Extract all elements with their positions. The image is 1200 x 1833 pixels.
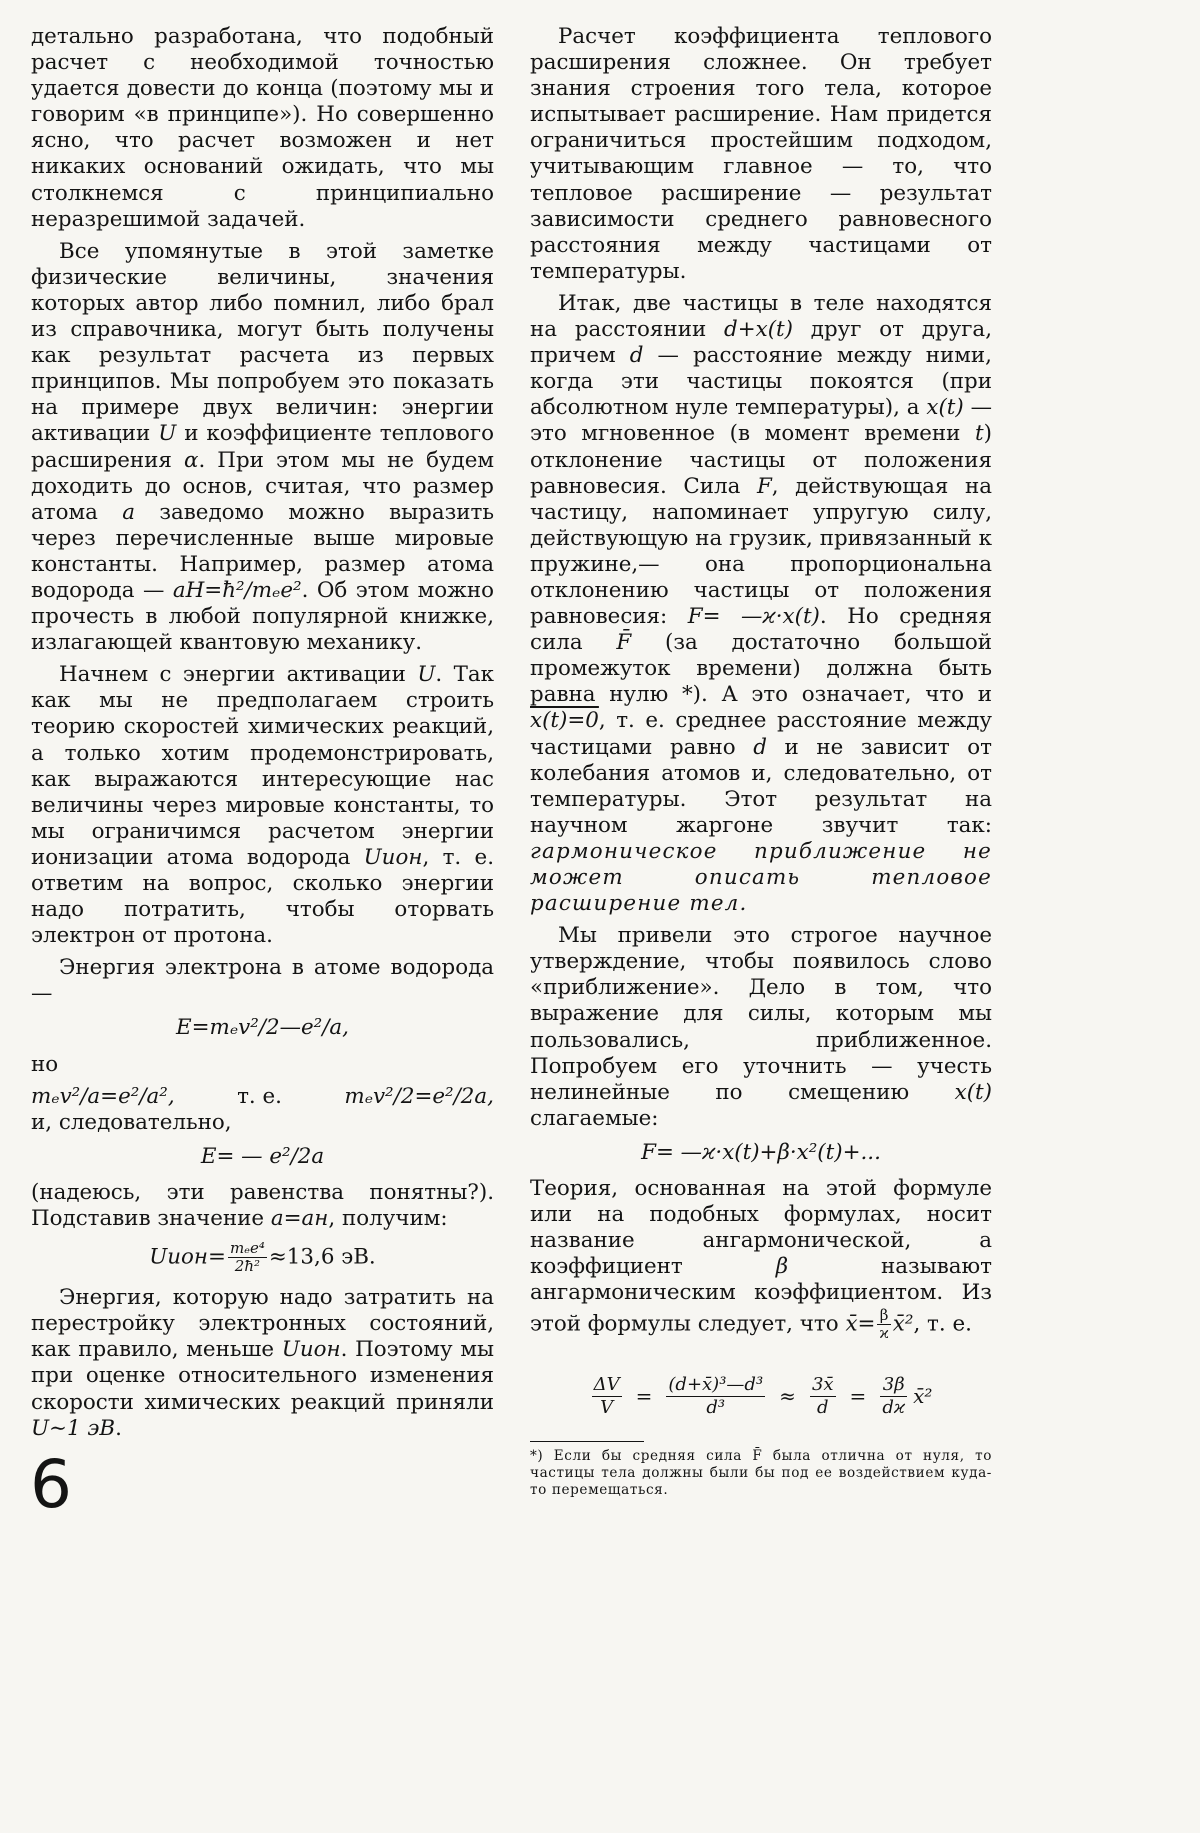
inline-formula: U∼1 эВ — [31, 1415, 116, 1441]
paragraph: Расчет коэффициента теплового расширения сложнее. Он требует знания строения того тела, которое испытывает расширение. Нам придется ограничиться простейшим подходом, учитывающим главное — то, что тепловое расширение — результат зависимости среднего равновесного расстояния между частицами от температуры. — [530, 24, 992, 284]
denominator: dϰ — [882, 1396, 906, 1418]
text: — это мгновенное (в момент времени — [530, 395, 992, 447]
paragraph: детально разработана, что подобный расчет с необходимой точностью удается довести до конца (поэтому мы и говорим «в принципе»). Но совершенно ясно, что расчет возможен и нет никаких оснований ожидать, что мы столкнемся с принципиально неразрешимой задачей. — [31, 24, 494, 232]
inline-formula: x̄² — [892, 1311, 914, 1336]
formula-anharmonic-force: F= —ϰ·x(t)+β·x²(t)+... — [641, 1139, 881, 1165]
paragraph — [31, 1285, 494, 1442]
text: Итак, две частицы в теле находятся на расстоянии — [530, 290, 992, 343]
denominator: ϰ — [879, 1323, 889, 1342]
paragraph — [31, 1180, 494, 1232]
text: . Но средняя сила — [530, 604, 992, 656]
symbol: F — [756, 473, 772, 499]
formula-expansion — [530, 1374, 992, 1419]
symbol: t — [975, 421, 984, 447]
numerator: 3β — [880, 1374, 907, 1397]
symbol: U — [158, 421, 177, 447]
operator: = — [849, 1383, 867, 1408]
symbol: U — [417, 662, 436, 688]
fraction — [810, 1374, 836, 1419]
inline-formula: F= —ϰ·x(t) — [687, 604, 820, 630]
symbol: d — [753, 734, 767, 760]
text: Теория, основанная на этой формуле или на подобных формулах, носит название ангармонической, а коэффициент — [530, 1176, 992, 1280]
text: заведомо можно выразить через перечисленные выше мировые константы. Например, размер атома водорода — — [31, 499, 494, 603]
inline-formula: aH=ħ²/mₑe² — [172, 577, 302, 603]
symbol: Uион — [281, 1337, 341, 1363]
text: . — [115, 1415, 122, 1441]
symbol: d — [629, 343, 644, 369]
text: Все упомянутые в этой заметке физические величины, значения которых автор либо помнил, либо брал из справочника, могут быть получены как результат расчета из первых принципов. Мы попробуем это показать на примере двух величин: энергии активации — [31, 238, 494, 447]
formula-row — [31, 1084, 494, 1110]
paragraph — [530, 291, 992, 917]
numerator: ΔV — [593, 1373, 620, 1395]
footnote: *) Если бы средняя сила F̄ была отлична от нуля, то частицы тела должны были бы под ее воздействием куда-то перемещаться. — [530, 1447, 992, 1498]
emphasis-quote: гармоническое приближение не может описать тепловое расширение тел. — [530, 838, 992, 917]
text: . Так как мы не предполагаем строить теорию скоростей химических реакций, а только хотим продемонстрировать, как выражаются интересующие нас величины через мировые константы, то мы ограничимся расчетом энергии ионизации атома водорода — [31, 662, 494, 870]
numerator: β — [877, 1307, 890, 1325]
formula-energy: E=mₑv²/2—e²/a, — [176, 1015, 349, 1041]
denominator: V — [600, 1396, 614, 1418]
denominator: d³ — [706, 1396, 726, 1418]
symbol: Uион — [363, 844, 423, 870]
numerator: 3x̄ — [811, 1373, 834, 1395]
paragraph — [530, 1176, 992, 1341]
footnote-divider — [530, 1441, 644, 1442]
text: (за достаточно большой промежуток времени) должна быть равна нулю *). А это означает, что и — [530, 630, 992, 708]
text: . Поэтому мы при оценке относительного изменения скорости химических реакций приняли — [31, 1337, 495, 1415]
inline-formula: d+x(t) — [724, 317, 793, 343]
text: (надеюсь, эти равенства понятны?). Подставив значение — [31, 1179, 494, 1232]
inline-formula: x(t)=0 — [530, 708, 599, 734]
denominator: 2ħ² — [234, 1257, 261, 1276]
text: называют ангармоническим коэффициентом. Из этой формулы следует, что — [530, 1254, 992, 1336]
formula-ionization — [31, 1240, 494, 1275]
right-column — [530, 24, 992, 1499]
formula-velocity: mₑv²/a=e²/a², — [31, 1083, 175, 1109]
symbol: α — [184, 447, 199, 473]
formula-part: x̄² — [913, 1383, 933, 1408]
text: слагаемые: — [530, 1105, 659, 1131]
text: , действующая на частицу, напоминает упругую силу, действующую на грузик, привязанный к пружине,— она пропорциональна отклонению частицы от положения равновесия: — [530, 473, 992, 630]
symbol: a — [122, 499, 135, 525]
text: и, следовательно, — [31, 1109, 232, 1135]
symbol: F̄ — [616, 630, 632, 656]
operator: ≈ — [779, 1383, 796, 1408]
numerator: mₑe⁴ — [229, 1239, 265, 1258]
fraction — [592, 1374, 622, 1419]
inline-formula: a=aн — [270, 1206, 329, 1232]
page-number: 6 — [30, 1446, 72, 1523]
paragraph — [31, 662, 494, 949]
fraction — [666, 1374, 765, 1419]
text: т. е. — [237, 1083, 282, 1109]
text: ) отклонение частицы от положения равновесия. Сила — [530, 421, 992, 499]
paragraph — [530, 923, 992, 1132]
fraction — [877, 1307, 890, 1342]
denominator: d — [816, 1396, 829, 1418]
paragraph — [31, 239, 494, 657]
text: , получим: — [328, 1206, 448, 1232]
symbol: x(t) — [926, 395, 964, 421]
text: но — [31, 1051, 59, 1077]
left-column — [31, 24, 494, 1448]
symbol: β — [775, 1254, 789, 1280]
text: , т. е. среднее расстояние между частицами равно — [530, 708, 992, 760]
text: — расстояние между ними, когда эти частицы покоятся (при абсолютном нуле температуры), а — [530, 343, 992, 421]
fraction — [228, 1240, 267, 1275]
formula-kinetic: mₑv²/2=e²/2a, — [344, 1083, 494, 1109]
inline-formula: x̄= — [845, 1311, 876, 1336]
formula-part: ≈13,6 эВ. — [268, 1244, 376, 1270]
symbol: x(t) — [954, 1079, 992, 1105]
paragraph: Энергия электрона в атоме водорода — — [31, 955, 494, 1007]
numerator: (d+x̄)³—d³ — [668, 1373, 764, 1395]
text: Начнем с энергии активации — [59, 662, 418, 688]
text: друг от друга, причем — [530, 317, 992, 369]
text: , т. е. — [913, 1311, 972, 1336]
text: Мы привели это строгое научное утверждение, чтобы появилось слово «приближение». Дело в том, что выражение для силы, которым мы пользовались, приближенное. Попробуем его уточнить — учесть нелинейные по смещению — [530, 923, 992, 1105]
operator: = — [635, 1383, 653, 1408]
formula-part: Uион= — [149, 1244, 226, 1270]
text: , т. е. ответим на вопрос, сколько энергии надо потратить, чтобы оторвать электрон от протона. — [31, 844, 494, 949]
formula-energy-result: E= — e²/2a — [200, 1143, 325, 1169]
fraction — [880, 1374, 907, 1419]
text: Энергия, которую надо затратить на перестройку электронных состояний, как правило, меньше — [31, 1285, 494, 1363]
text: . Об этом можно прочесть в любой популярной книжке, излагающей квантовую механику. — [31, 577, 494, 656]
text: и коэффициенте теплового расширения — [31, 421, 494, 473]
text: и не зависит от колебания атомов и, следовательно, от температуры. Этот результат на научном жаргоне звучит так: — [530, 734, 992, 838]
text: . При этом мы не будем доходить до основ, считая, что размер атома — [31, 447, 494, 525]
